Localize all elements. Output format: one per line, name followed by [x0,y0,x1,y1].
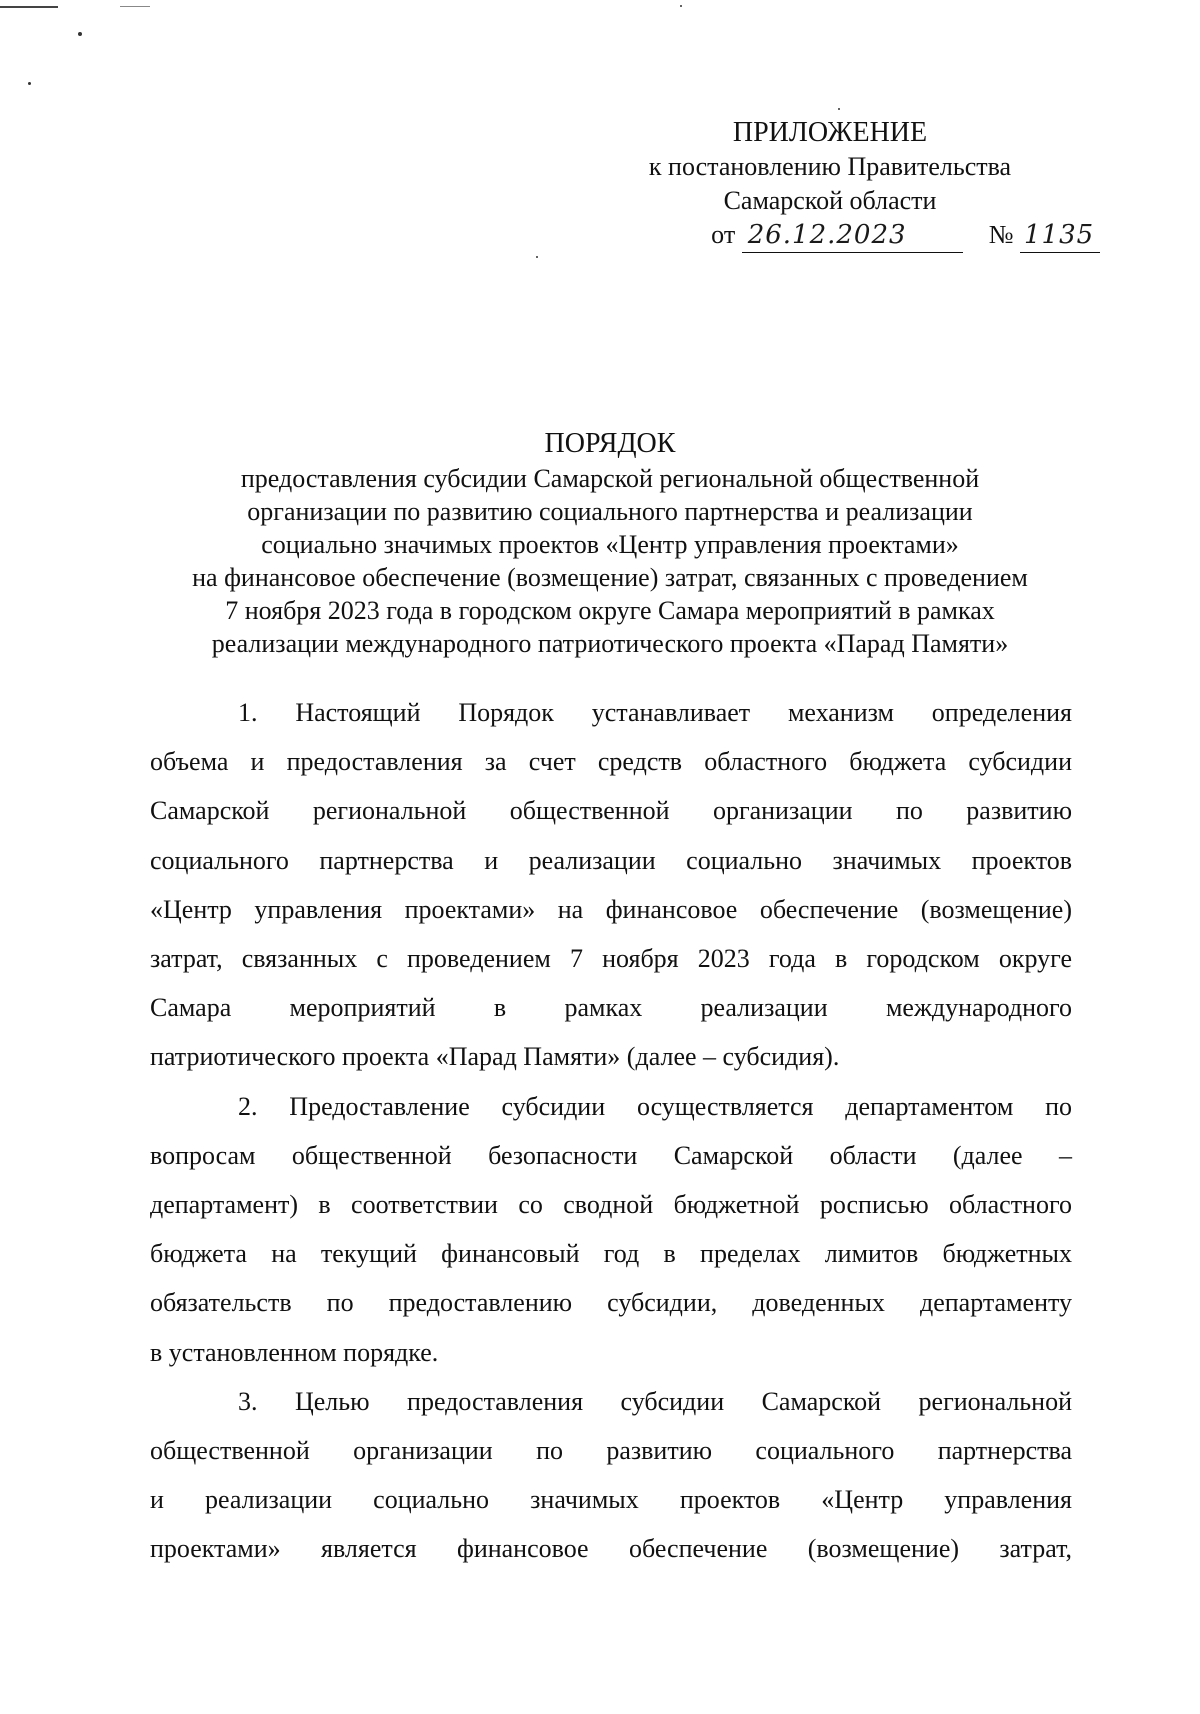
scan-speck [838,108,840,110]
number-prefix: № [988,220,1014,249]
text-line: Самара мероприятий в рамках реализации международного [150,993,1072,1023]
text-line: проектами» является финансовое обеспечение (возмещение) затрат, [150,1534,1072,1564]
title-line: организации по развитию социального партнерства и реализации [247,497,973,526]
appendix-line: Самарской области [723,186,937,215]
title-line: социально значимых проектов «Центр управления проектами» [261,530,959,559]
text-line: «Центр управления проектами» на финансовое обеспечение (возмещение) [150,894,1072,924]
document-body [150,688,1072,1574]
appendix-line: к постановлению Правительства [648,152,1012,181]
paragraph-2 [150,1082,1072,1377]
date-prefix: от [711,220,736,249]
appendix-dateline [560,218,1100,253]
text-line: социального партнерства и реализации социально значимых проектов [150,845,1072,875]
text-line: и реализации социально значимых проектов «Центр управления [150,1485,1072,1515]
text-line: департамент) в соответствии со сводной бюджетной росписью областного [150,1190,1072,1220]
appendix-header [560,116,1100,253]
appendix-title: ПРИЛОЖЕНИЕ [732,117,928,148]
text-line: вопросам общественной безопасности Самарской области (далее – [150,1140,1072,1170]
text-line: объема и предоставления за счет средств областного бюджета субсидии [150,747,1072,777]
scan-speck [78,32,82,36]
text-line: 1. Настоящий Порядок устанавливает механизм определения [238,698,1072,727]
text-line: общественной организации по развитию социального партнерства [150,1436,1072,1466]
title-line: реализации международного патриотического проекта «Парад Памяти» [211,629,1009,658]
handwritten-date: 26.12.2023 [742,218,963,253]
document-title [140,428,1080,660]
text-line: 3. Целью предоставления субсидии Самарской региональной [238,1386,1072,1416]
text-line: Самарской региональной общественной организации по развитию [150,796,1072,826]
scan-edge-line [120,6,150,7]
text-line: обязательств по предоставлению субсидии, доведенных департаменту [150,1288,1072,1318]
paragraph-3 [150,1377,1072,1574]
scan-speck [680,5,682,7]
title-line: предоставления субсидии Самарской региональной общественной [240,464,980,493]
text-line: патриотического проекта «Парад Памяти» (далее – субсидия). [150,1042,840,1072]
scan-edge-line [0,6,58,8]
text-line: бюджета на текущий финансовый год в пределах лимитов бюджетных [150,1239,1072,1269]
paragraph-1 [150,688,1072,1082]
scan-speck [536,256,538,258]
handwritten-number: 1135 [1020,218,1100,253]
title-line: на финансовое обеспечение (возмещение) затрат, связанных с проведением [192,563,1028,592]
title-line: 7 ноября 2023 года в городском округе Самара мероприятий в рамках [225,596,995,625]
text-line: затрат, связанных с проведением 7 ноября 2023 года в городском округе [150,944,1072,974]
document-heading: ПОРЯДОК [544,428,676,459]
text-line: 2. Предоставление субсидии осуществляется департаментом по [238,1091,1072,1121]
text-line: в установленном порядке. [150,1337,439,1367]
scan-speck [28,82,31,85]
